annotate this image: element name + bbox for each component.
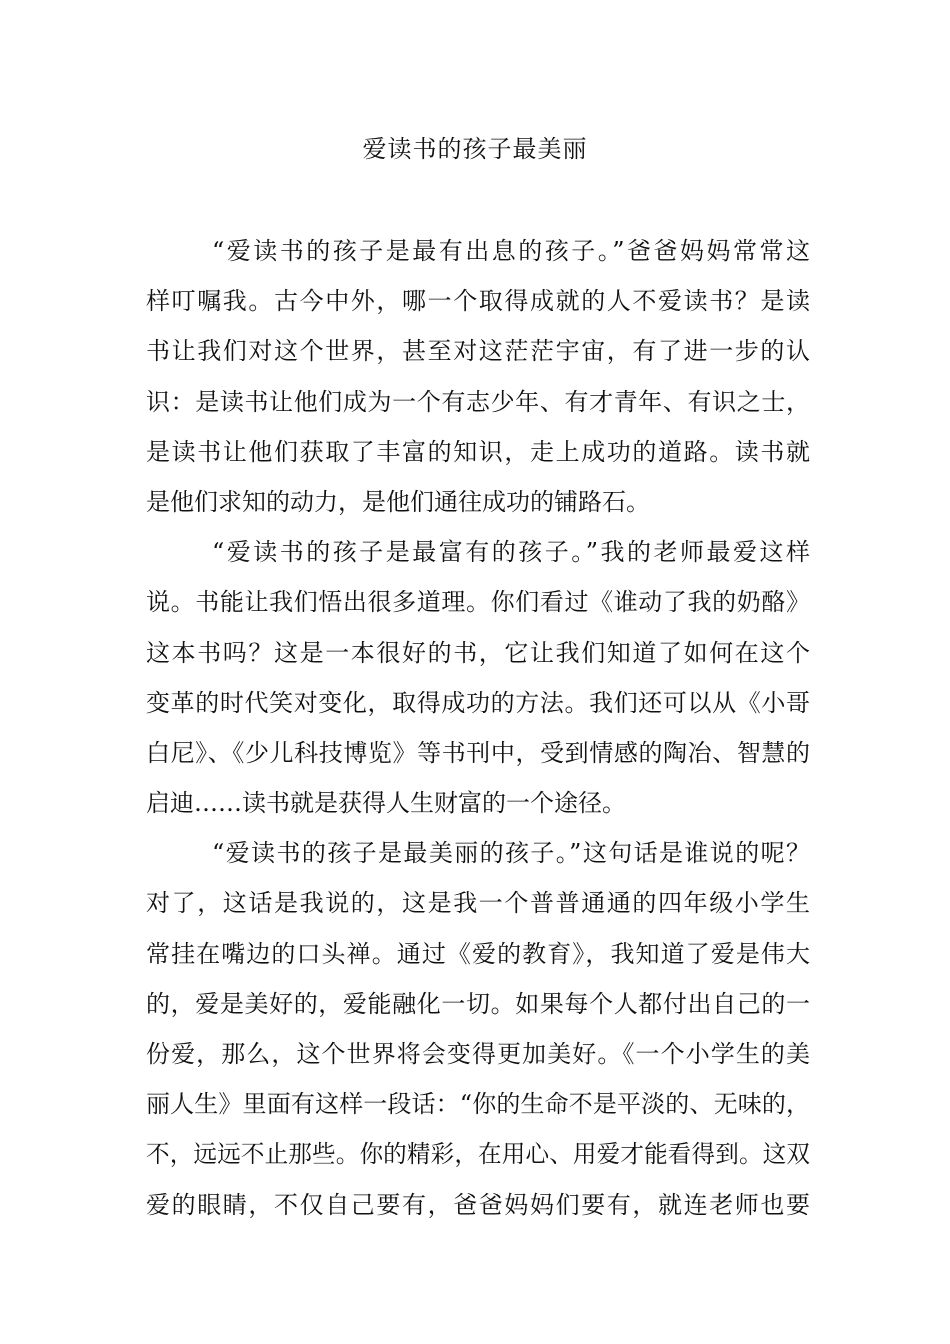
paragraph-2-line-5: 白尼》、《少儿科技博览》等书刊中，受到情感的陶冶、智慧的	[146, 738, 810, 767]
paragraph-2-line-1: “爱读书的孩子是最富有的孩子。”我的老师最爱这样	[212, 538, 810, 567]
paragraph-3-line-8: 爱的眼睛，不仅自己要有，爸爸妈妈们要有，就连老师也要	[146, 1190, 810, 1219]
paragraph-3-line-3: 常挂在嘴边的口头禅。通过《爱的教育》，我知道了爱是伟大	[146, 939, 810, 968]
paragraph-2-line-2: 说。书能让我们悟出很多道理。你们看过《谁动了我的奶酪》	[146, 588, 810, 617]
paragraph-3-line-2: 对了，这话是我说的，这是我一个普普通通的四年级小学生	[146, 889, 810, 918]
paragraph-1-line-2: 样叮嘱我。古今中外，哪一个取得成就的人不爱读书？是读	[146, 287, 810, 316]
paragraph-2-line-3: 这本书吗？这是一本很好的书，它让我们知道了如何在这个	[146, 638, 810, 667]
paragraph-1-line-5: 是读书让他们获取了丰富的知识，走上成功的道路。读书就	[146, 437, 810, 466]
paragraph-1-line-4: 识：是读书让他们成为一个有志少年、有才青年、有识之士，	[146, 387, 810, 416]
paragraph-3-line-1: “爱读书的孩子是最美丽的孩子。”这句话是谁说的呢？	[212, 839, 810, 868]
paragraph-2-line-4: 变革的时代笑对变化，取得成功的方法。我们还可以从《小哥	[146, 688, 810, 717]
paragraph-3-line-7: 不，远远不止那些。你的精彩，在用心、用爱才能看得到。这双	[146, 1140, 810, 1169]
paragraph-3-line-6: 丽人生》里面有这样一段话：“你的生命不是平淡的、无味的，	[146, 1090, 810, 1119]
paragraph-3-line-5: 份爱，那么，这个世界将会变得更加美好。《一个小学生的美	[146, 1040, 810, 1068]
document-body	[146, 226, 810, 1230]
document-title: 爱读书的孩子最美丽	[362, 135, 588, 163]
paragraph-2-line-6: 启迪……读书就是获得人生财富的一个途径。	[146, 789, 626, 818]
paragraph-1-line-1: “爱读书的孩子是最有出息的孩子。”爸爸妈妈常常这	[212, 237, 810, 265]
paragraph-3-line-4: 的，爱是美好的，爱能融化一切。如果每个人都付出自己的一	[146, 989, 810, 1018]
paragraph-1-line-6: 是他们求知的动力，是他们通往成功的铺路石。	[146, 487, 650, 516]
paragraph-1-line-3: 书让我们对这个世界，甚至对这茫茫宇宙，有了进一步的认	[146, 337, 810, 366]
